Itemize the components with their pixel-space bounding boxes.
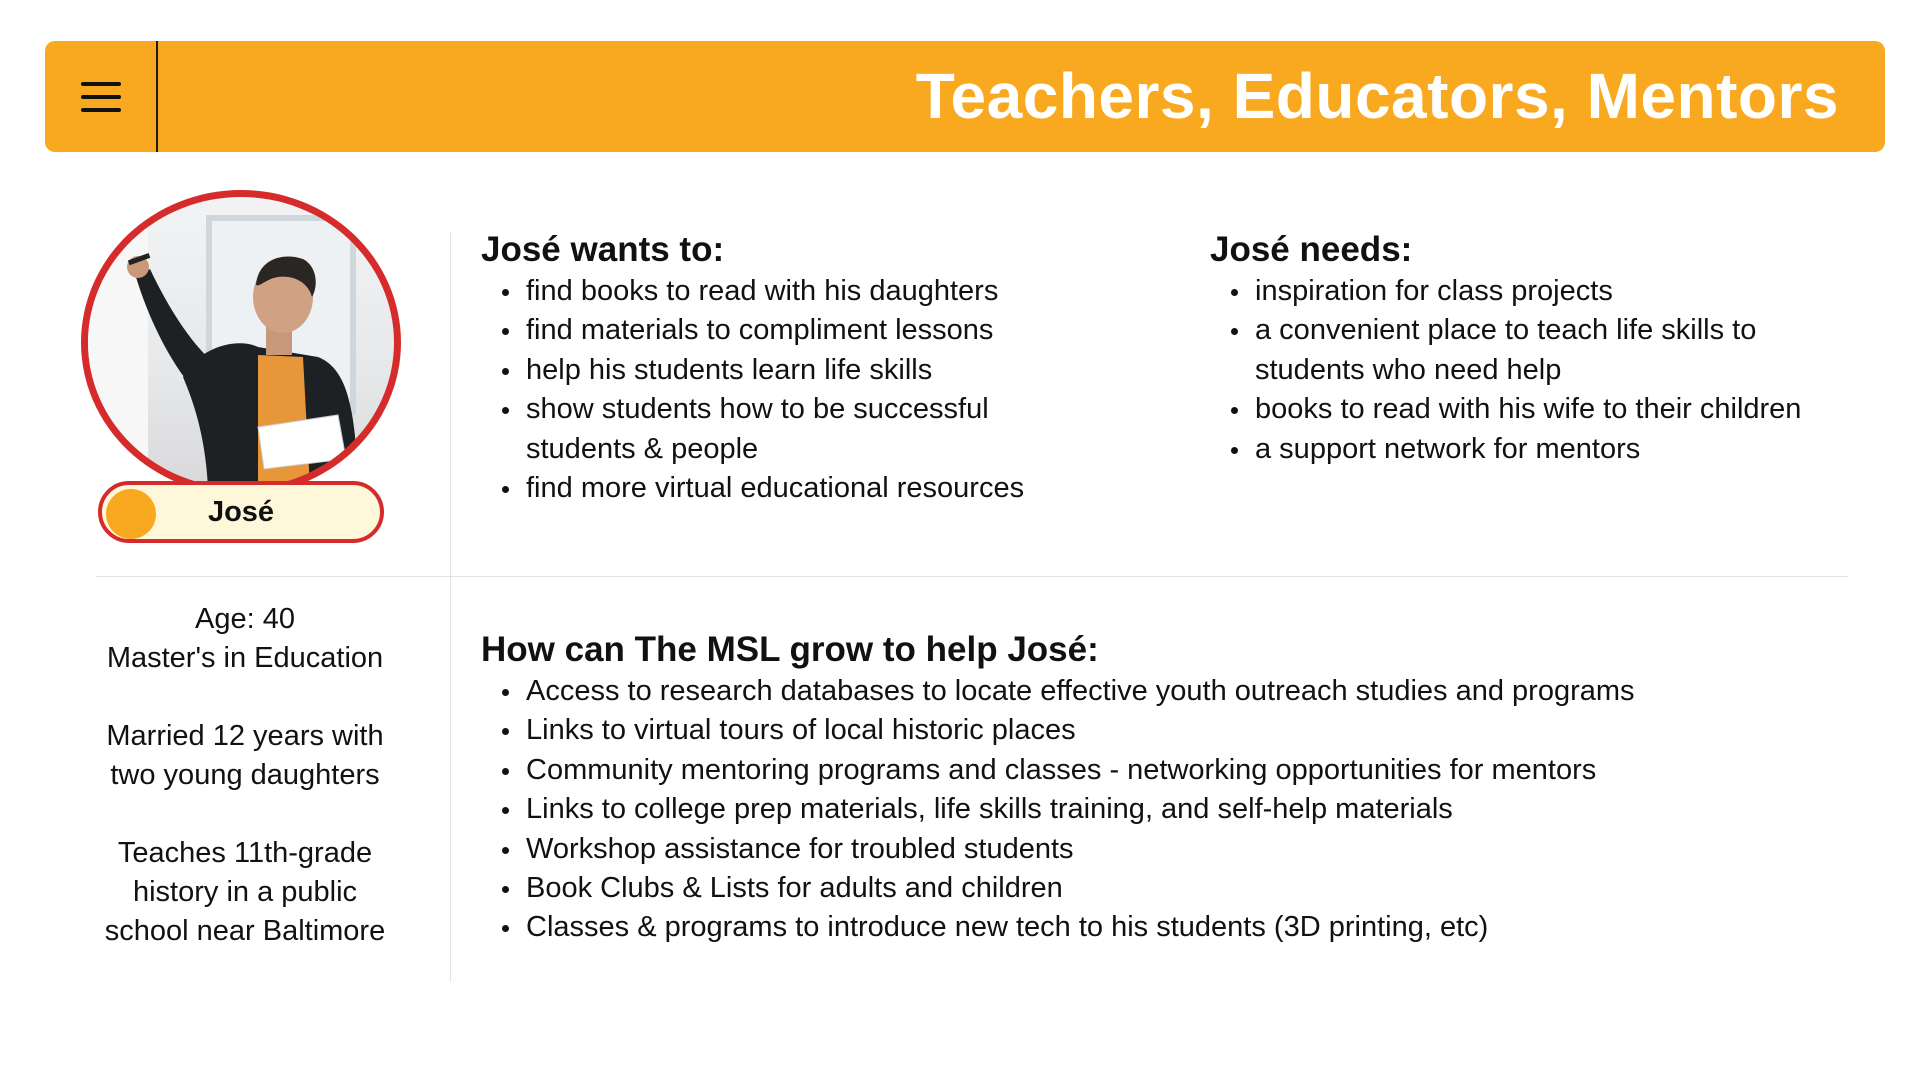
profile-age: Age: 40 <box>195 603 295 635</box>
list-item: a support network for mentors <box>1210 430 1870 469</box>
grow-list <box>481 672 1881 948</box>
grow-heading: How can The MSL grow to help José: <box>481 630 1099 669</box>
list-item: Book Clubs & Lists for adults and children <box>481 869 1881 908</box>
page-title: Teachers, Educators, Mentors <box>915 60 1839 132</box>
persona-photo <box>81 190 401 495</box>
persona-name: José <box>207 496 275 528</box>
list-item: books to read with his wife to their children <box>1210 390 1870 429</box>
hamburger-menu-icon-bar <box>81 95 121 99</box>
profile-job: Teaches 11th-grade <box>117 837 373 869</box>
list-item: help his students learn life skills <box>481 351 1101 390</box>
needs-section <box>1210 228 1870 469</box>
hamburger-menu-icon <box>81 82 121 86</box>
persona-name-badge <box>98 481 384 543</box>
list-item: Links to virtual tours of local historic places <box>481 711 1881 750</box>
wants-list <box>481 272 1101 508</box>
teacher-illustration <box>88 197 394 488</box>
list-item: Workshop assistance for troubled students <box>481 830 1881 869</box>
profile-education: Master's in Education <box>106 642 384 674</box>
list-item: Links to college prep materials, life skills training, and self-help materials <box>481 790 1881 829</box>
list-item: find more virtual educational resources <box>481 469 1101 508</box>
needs-heading: José needs: <box>1210 230 1413 269</box>
list-item: inspiration for class projects <box>1210 272 1870 311</box>
whiteboard-shape <box>88 197 148 488</box>
list-item: find materials to compliment lessons <box>481 311 1101 350</box>
persona-profile <box>60 600 430 951</box>
vertical-divider <box>450 232 451 982</box>
profile-family: two young daughters <box>110 759 380 791</box>
list-item: a convenient place to teach life skills to students who need help <box>1210 311 1870 390</box>
list-item: Classes & programs to introduce new tech to his students (3D printing, etc) <box>481 908 1881 947</box>
wants-section <box>481 228 1101 508</box>
grow-section <box>481 628 1881 948</box>
wants-heading: José wants to: <box>481 230 725 269</box>
list-item: Community mentoring programs and classes - networking opportunities for mentors <box>481 751 1881 790</box>
list-item: show students how to be successful students & people <box>481 390 1101 469</box>
profile-job-detail: history in a public <box>132 876 358 908</box>
list-item: Access to research databases to locate effective youth outreach studies and programs <box>481 672 1881 711</box>
profile-marriage: Married 12 years with <box>106 720 384 752</box>
list-item: find books to read with his daughters <box>481 272 1101 311</box>
header-bar <box>45 41 1885 152</box>
profile-location: school near Baltimore <box>104 915 386 947</box>
horizontal-divider <box>96 576 1848 577</box>
menu-button[interactable] <box>45 41 158 152</box>
needs-list <box>1210 272 1870 469</box>
hamburger-menu-icon-bar <box>81 108 121 112</box>
